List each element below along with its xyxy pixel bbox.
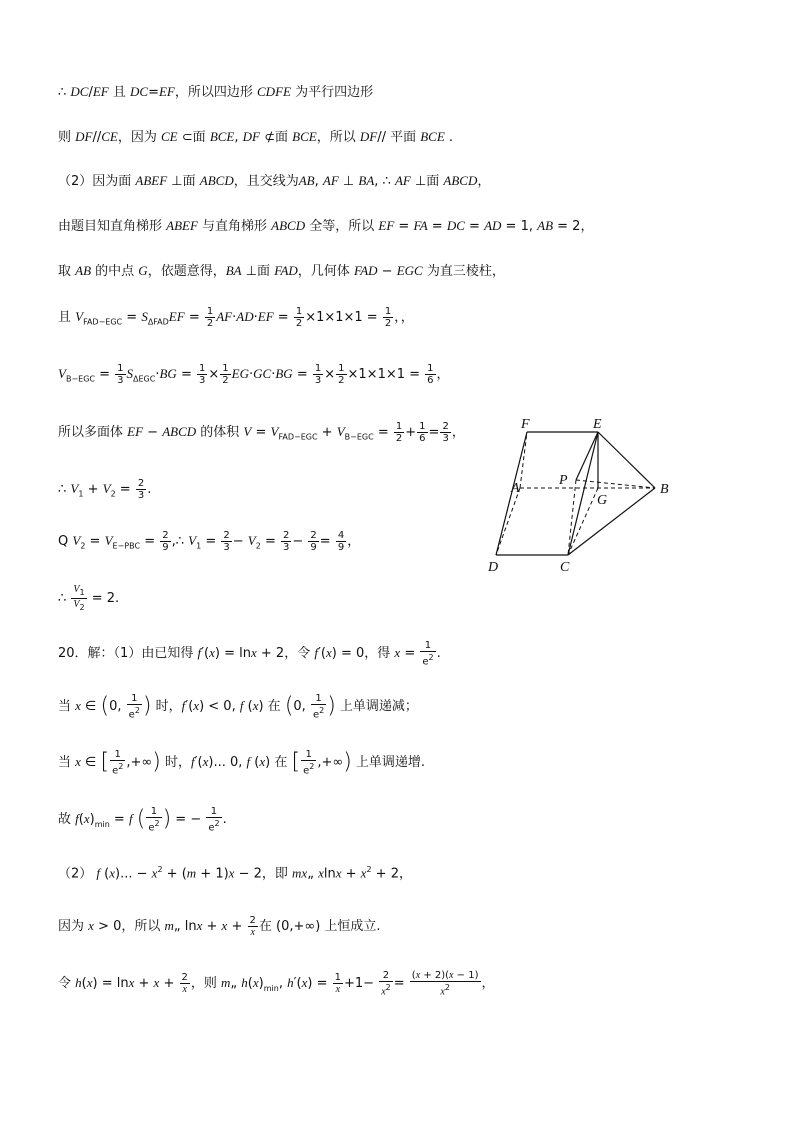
text-line-18: 令 h(x) = lnx + x + $\frac{2}{x}$ ，则 m„ $h(x)_{min}$, h′(x) = $\frac{1}{x}$ +1− $\frac{2}{x^2}$ = $\frac{(x + 2)(x - 1)}{x^2}$ ， [58,970,495,998]
edge-PB-dashed [576,480,655,488]
text-line-17: 因为 x > 0，所以 m„ lnx + x + $\frac{2}{x}$ 在 (0,+∞) 上恒成立. [58,915,381,938]
label-B: B [660,482,669,497]
edge-EC [568,432,598,555]
label-C: C [560,560,570,575]
text-line-16: （2） f (x)... − $x^2 + (m + 1)x - 2$，即 mx„ $xlnx + x^2 + 2$， [58,865,412,882]
edge-PE [576,432,598,480]
edge-GC-dashed [568,488,598,555]
edge-AF-dashed [520,432,527,488]
text-line-5: 取 AB 的中点 G，依题意得，BA ⊥面 FAD，几何体 FAD − EGC 为直三棱柱， [58,263,505,279]
label-P: P [559,473,568,488]
text-line-8: 所以多面体 EF − ABCD 的体积 $V = V_{FAD-EGC} + V_{B-EGC}$ = $\frac{1}{2}$ + $\frac{1}{6}$ = $\frac{2}{3}$ ， [58,421,465,444]
text-line-2: 则 DF//CE，因为 CE ⊂面 BCE, DF ⊄面 BCE，所以 DF// 平面 BCE . [58,129,454,145]
text-line-3: （2）因为面 ABEF ⊥面 ABCD，且交线为AB, AF ⊥ BA, ∴ AF ⊥面 ABCD， [58,173,491,189]
edge-PC-dashed [568,480,576,555]
label-A: A [511,481,520,496]
text-line-11: ∴ $\frac{V_1}{V_2}$ = 2. [58,584,120,612]
text-line-9: ∴ $V_1 + V_2$ = $\frac{2}{3}$ . [58,478,152,501]
label-G: G [597,493,608,508]
text-line-7: $V_{B-EGC}$ = $\frac{1}{3}$ $S_{\Delta EGC}\cdot BG$ = $\frac{1}{3}$ × $\frac{1}{2}$ EG·GC·BG = $\frac{1}{3}$ × $\frac{1}{2}$ ×1×1×1 = $\frac{1}{6}$ ， [58,363,450,386]
text-line-13: 当 x ∈ (0, $\frac{1}{e^2}$ ) 时，f′(x) < 0, f (x) 在 (0, $\frac{1}{e^2}$ ) 上单调递减； [58,693,418,721]
edge-EB [598,432,655,488]
label-E: E [593,417,602,432]
edge-AD-dashed [496,488,520,555]
text-line-15: 故 $f(x)_{min} = f$ ( $\frac{1}{e^2}$ ) = − $\frac{1}{e^2}$ . [58,806,227,834]
label-D: D [488,560,499,575]
label-F: F [521,417,530,432]
polyhedron-figure [480,410,680,580]
text-line-4: 由题目知直角梯形 ABEF 与直角梯形 ABCD 全等，所以 EF = FA = DC = AD = 1, AB = 2， [58,218,594,234]
edge-BC [568,488,655,555]
text-line-14: 当 x ∈ [ $\frac{1}{e^2}$ ,+∞) 时，f′(x)... 0, f (x) 在 [ $\frac{1}{e^2}$ ,+∞) 上单调递增. [58,749,426,777]
text-line-12: 20．解：（1）由已知得 f′(x) = lnx + 2，令 f′(x) = 0，得 x = $\frac{1}{e^2}$ . [58,640,441,668]
text-line-1: ∴ DC/EF 且 DC=EF，所以四边形 CDFE 为平行四边形 [58,84,374,100]
text-line-10: Q $V_2 = V_{E-PBC}$ = $\frac{2}{9}$ ,∴ $V_1$ = $\frac{2}{3}$ − $V_2$ = $\frac{2}{3}$ − $\frac{2}{9}$ = $\frac{4}{9}$ ， [58,530,361,553]
text-line-6: 且 $V_{FAD-EGC} = S_{\Delta FAD}EF$ = $\frac{1}{2}$ AF·AD·EF = $\frac{1}{2}$ ×1×1×1 = $\frac{1}{2}$ ，， [58,306,414,329]
